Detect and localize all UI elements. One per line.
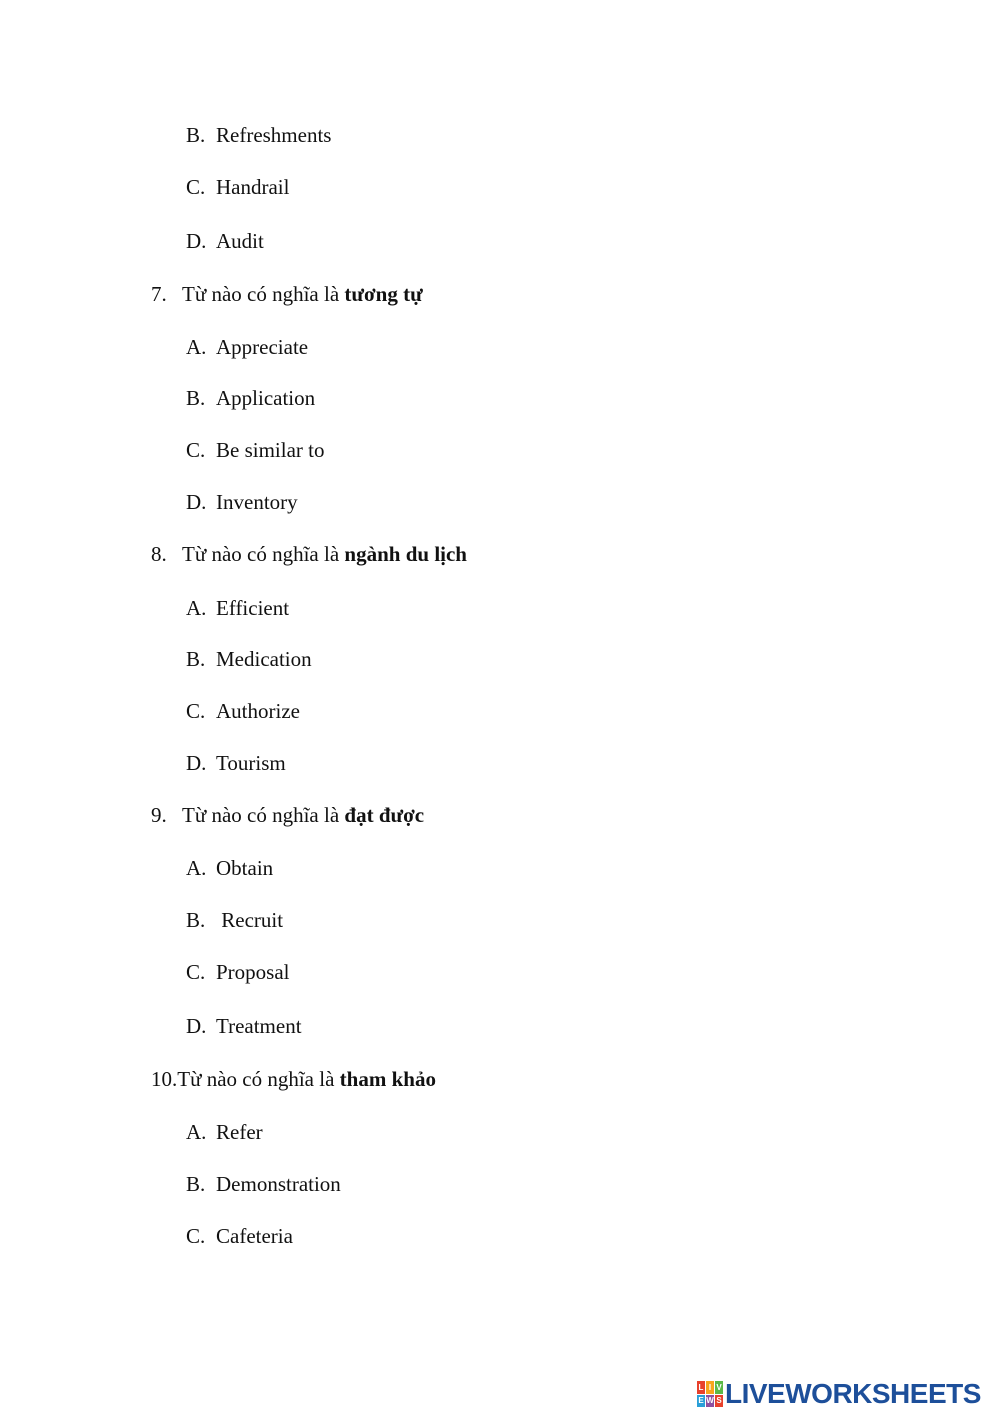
option-letter: D. [186,490,207,514]
option-text: Efficient [216,596,290,620]
logo-tile: I [706,1381,714,1394]
option-letter: C. [186,699,206,723]
option-letter: D. [186,751,207,775]
option-text: Application [216,386,316,410]
question-keyword: đạt được [344,803,425,827]
option-text: Proposal [216,960,290,984]
option-c [186,174,289,200]
question-number: 9. [151,803,167,827]
option-letter: B. [186,123,206,147]
option-text: Obtain [216,856,274,880]
option-c [186,437,325,463]
question-8 [151,541,467,567]
option-a [186,855,273,881]
question-number: 10. [151,1067,178,1091]
option-a [186,1119,263,1145]
question-prefix: Từ nào có nghĩa là [182,542,345,566]
option-text: Medication [216,647,312,671]
option-text: Cafeteria [216,1224,293,1248]
option-a [186,334,308,360]
option-letter: C. [186,175,206,199]
option-letter: B. [186,386,206,410]
option-d [186,750,286,776]
option-a [186,595,289,621]
option-letter: A. [186,596,207,620]
question-keyword: ngành du lịch [344,542,467,566]
logo-tile: V [716,1382,722,1392]
question-number: 7. [151,282,167,306]
question-prefix: Từ nào có nghĩa là [182,803,345,827]
option-c [186,959,290,985]
option-text: Refreshments [216,123,332,147]
logo-tile: E [698,1396,704,1406]
question-7 [151,281,423,307]
logo-tile: W [706,1396,714,1406]
option-text: Appreciate [216,335,309,359]
option-c [186,698,300,724]
option-d [186,1013,302,1039]
liveworksheets-logo-icon [697,1381,723,1407]
logo-tile: S [716,1396,722,1406]
question-9 [151,802,424,828]
option-b [186,646,312,672]
question-prefix: Từ nào có nghĩa là [177,1067,340,1091]
option-text: Inventory [216,490,298,514]
liveworksheets-logo [697,1377,981,1411]
option-text: Recruit [216,908,284,932]
logo-tile: L [698,1382,704,1392]
option-text: Be similar to [216,438,325,462]
option-text: Refer [216,1120,263,1144]
option-text: Treatment [216,1014,302,1038]
question-keyword: tương tự [344,282,423,306]
option-d [186,228,264,254]
option-letter: B. [186,1172,206,1196]
option-text: Audit [216,229,264,253]
option-b [186,1171,341,1197]
option-letter: D. [186,229,207,253]
option-letter: B. [186,908,206,932]
logo-text: LIVEWORKSHEETS [725,1378,981,1409]
question-prefix: Từ nào có nghĩa là [182,282,345,306]
option-letter: B. [186,647,206,671]
option-letter: C. [186,960,206,984]
option-b [186,385,315,411]
option-letter: A. [186,335,207,359]
option-text: Authorize [216,699,300,723]
option-d [186,489,298,515]
option-letter: D. [186,1014,207,1038]
option-letter: C. [186,438,206,462]
option-text: Tourism [216,751,286,775]
question-number: 8. [151,542,167,566]
option-b [186,122,331,148]
option-c [186,1223,293,1249]
option-letter: C. [186,1224,206,1248]
question-keyword: tham khảo [339,1067,436,1091]
option-letter: A. [186,1120,207,1144]
option-text: Handrail [216,175,290,199]
option-text: Demonstration [216,1172,341,1196]
option-b [186,907,283,933]
option-letter: A. [186,856,207,880]
question-10 [151,1066,436,1092]
